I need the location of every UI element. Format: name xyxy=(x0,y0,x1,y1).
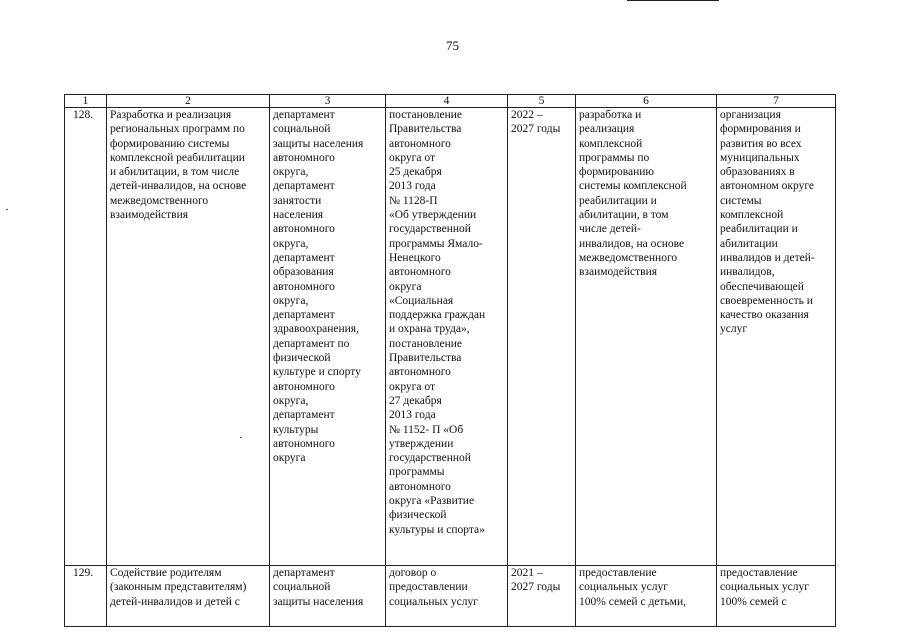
cell-line: департамент xyxy=(273,567,335,579)
table-row xyxy=(65,108,836,566)
legal-basis xyxy=(386,566,508,627)
cell-line: разработка и xyxy=(579,109,642,121)
cell-line: 2022 – xyxy=(511,109,543,121)
cell-line: автономного xyxy=(273,280,335,293)
column-header: 6 xyxy=(576,95,717,108)
cell-line: своевременность и xyxy=(720,294,813,307)
cell-line: занятости xyxy=(273,194,322,207)
cell-line: муниципальных xyxy=(720,151,800,164)
cell-line: комплексной xyxy=(579,137,643,150)
cell-line: утверждении xyxy=(389,437,454,450)
cell-line: поддержка граждан xyxy=(389,309,486,322)
cell-line: межведомственного xyxy=(579,251,678,264)
cell-line: предоставление xyxy=(720,567,798,579)
cell-line: реабилитации и xyxy=(720,223,798,236)
cell-line: формирования и xyxy=(720,123,801,136)
cell-line: 27 декабря xyxy=(389,394,442,407)
cell-line: автономного xyxy=(273,380,335,393)
cell-line: формированию xyxy=(579,166,654,179)
cell-line: департамент xyxy=(273,251,335,264)
cell-line: округа от xyxy=(389,151,436,164)
legal-basis xyxy=(386,108,508,566)
cell-line: предоставление xyxy=(579,567,657,579)
cell-line: программы xyxy=(389,466,445,479)
cell-line: межведомственного xyxy=(110,194,209,207)
cell-line: округа от xyxy=(389,380,436,393)
cell-line: инвалидов, на основе xyxy=(579,237,685,250)
cell-line: договор о xyxy=(389,567,437,579)
cell-line: Содействие родителям xyxy=(110,567,222,579)
cell-line: (законным представителям) xyxy=(110,581,247,594)
cell-line: физической xyxy=(389,509,447,522)
expected-result xyxy=(576,566,717,627)
cell-line: 2013 года xyxy=(389,409,436,422)
responsible-executors xyxy=(270,566,386,627)
cell-line: 25 декабря xyxy=(389,166,442,179)
program-table xyxy=(64,94,836,627)
cell-line: 2027 годы xyxy=(511,123,561,136)
responsible-executors xyxy=(270,108,386,566)
cell-line: государственной xyxy=(389,223,471,236)
top-rule xyxy=(627,0,719,1)
cell-line: программы по xyxy=(579,151,650,164)
measure-name xyxy=(107,566,270,627)
cell-line: инвалидов, xyxy=(720,266,775,279)
cell-line: социальных услуг xyxy=(579,581,668,594)
cell-line: 2027 годы xyxy=(511,581,561,594)
cell-line: Правительства xyxy=(389,352,462,365)
cell-line: департамент xyxy=(273,180,335,193)
cell-line: развития во всех xyxy=(720,137,802,150)
measure-name xyxy=(107,108,270,566)
cell-line: и охрана труда», xyxy=(389,323,470,336)
expected-result xyxy=(576,108,717,566)
cell-line: «Социальная xyxy=(389,294,454,307)
cell-line: департамент xyxy=(273,409,335,422)
cell-line: защиты населения xyxy=(273,137,364,150)
column-header: 3 xyxy=(270,95,386,108)
cell-line: автономного xyxy=(389,137,451,150)
column-header: 1 xyxy=(65,95,107,108)
page-number: 75 xyxy=(446,38,459,53)
cell-line: взаимодействия xyxy=(110,209,189,222)
cell-line: абилитации xyxy=(720,237,778,250)
cell-line: «Об утверждении xyxy=(389,209,477,222)
cell-line: программы Ямало- xyxy=(389,237,483,250)
cell-line: реабилитации и xyxy=(579,194,657,207)
cell-line: автономного xyxy=(389,480,451,493)
target-indicator xyxy=(717,566,836,627)
cell-line: округа, xyxy=(273,166,309,179)
cell-line: числе детей- xyxy=(579,223,641,236)
cell-line: Разработка и реализация xyxy=(110,109,232,121)
cell-line: департамент xyxy=(273,109,335,121)
cell-line: № 1152- П «Об xyxy=(389,423,464,436)
row-number: 129. xyxy=(65,566,107,627)
cell-line: комплексной реабилитации xyxy=(110,151,245,164)
cell-line: 100% семей с детьми, xyxy=(579,595,686,608)
cell-line: автономного xyxy=(389,266,451,279)
cell-line: региональных программ по xyxy=(110,123,245,136)
cell-line: культуры и спорта» xyxy=(389,523,485,536)
cell-line: департамент xyxy=(273,309,335,322)
cell-line: системы комплексной xyxy=(579,180,687,193)
cell-line: Правительства xyxy=(389,123,462,136)
cell-line: качество оказания xyxy=(720,309,809,322)
cell-line: 2021 – xyxy=(511,567,543,579)
cell-line: департамент по xyxy=(273,337,350,350)
column-header: 4 xyxy=(386,95,508,108)
cell-line: автономном округе xyxy=(720,180,815,193)
table-header-row xyxy=(65,95,836,108)
cell-line: взаимодействия xyxy=(579,266,658,279)
column-header: 7 xyxy=(717,95,836,108)
cell-line: абилитации, в том xyxy=(579,209,669,222)
cell-line: государственной xyxy=(389,452,471,465)
cell-line: организация xyxy=(720,109,781,121)
cell-line: обеспечивающей xyxy=(720,280,804,293)
cell-line: автономного xyxy=(273,151,335,164)
cell-line: образования xyxy=(273,266,334,279)
cell-line: формированию системы xyxy=(110,137,230,150)
column-header: 2 xyxy=(107,95,270,108)
cell-line: физической xyxy=(273,352,331,365)
implementation-period xyxy=(508,566,576,627)
cell-line: округа, xyxy=(273,237,309,250)
cell-line: округа, xyxy=(273,394,309,407)
cell-line: населения xyxy=(273,209,324,222)
cell-line: культуры xyxy=(273,423,319,436)
cell-line: округа xyxy=(389,280,422,293)
target-indicator xyxy=(717,108,836,566)
cell-line: реализация xyxy=(579,123,635,136)
cell-line: детей-инвалидов и детей с xyxy=(110,595,240,608)
cell-line: постановление xyxy=(389,337,463,350)
cell-line: услуг xyxy=(720,323,748,336)
cell-line: защиты населения xyxy=(273,595,364,608)
cell-line: автономного xyxy=(389,366,451,379)
column-header: 5 xyxy=(508,95,576,108)
cell-line: социальной xyxy=(273,123,331,136)
row-number: 128. xyxy=(65,108,107,566)
cell-line: округа xyxy=(273,452,306,465)
cell-line: образованиях в xyxy=(720,166,795,179)
cell-line: комплексной xyxy=(720,209,784,222)
implementation-period xyxy=(508,108,576,566)
cell-line: социальных услуг xyxy=(389,595,478,608)
cell-line: социальной xyxy=(273,581,331,594)
cell-line: автономного xyxy=(273,437,335,450)
cell-line: системы xyxy=(720,194,762,207)
scan-speck xyxy=(6,209,8,210)
cell-line: постановление xyxy=(389,109,463,121)
table-row xyxy=(65,566,836,627)
cell-line: 2013 года xyxy=(389,180,436,193)
cell-line: инвалидов и детей- xyxy=(720,251,815,264)
cell-line: здравоохранения, xyxy=(273,323,359,336)
cell-line: автономного xyxy=(273,223,335,236)
cell-line: округа, xyxy=(273,294,309,307)
cell-line: Ненецкого xyxy=(389,251,441,264)
cell-line: и абилитации, в том числе xyxy=(110,166,240,179)
cell-line: № 1128-П xyxy=(389,194,438,207)
cell-line: детей-инвалидов, на основе xyxy=(110,180,247,193)
cell-line: социальных услуг xyxy=(720,581,809,594)
cell-line: округа «Развитие xyxy=(389,495,475,508)
cell-line: культуре и спорту xyxy=(273,366,361,379)
cell-line: предоставлении xyxy=(389,581,468,594)
cell-line: 100% семей с xyxy=(720,595,787,608)
